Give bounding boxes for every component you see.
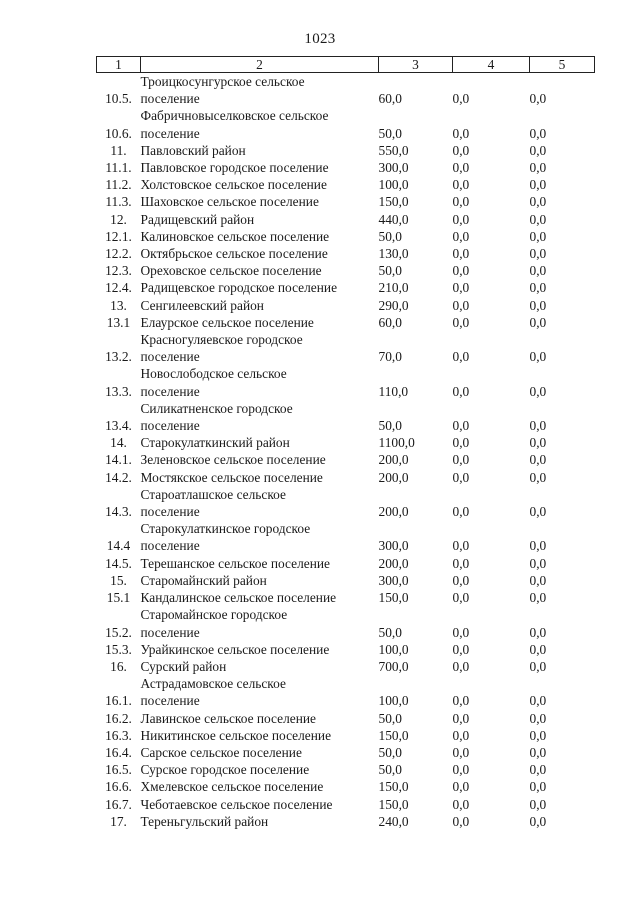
table-row: [97, 641, 595, 658]
value-column-3: 300,0: [378, 160, 409, 176]
table-row: [97, 486, 595, 520]
municipality-name-line: Холстовское сельское поселение: [140, 177, 327, 193]
table-row: [97, 469, 595, 486]
municipality-name-line: Сурское городское поселение: [140, 762, 310, 778]
value-column-3: 200,0: [378, 555, 409, 571]
municipality-name-line: Новослободское сельское: [140, 366, 287, 382]
value-column-3: 60,0: [378, 314, 402, 330]
table-row: [97, 314, 595, 331]
value-column-3: 150,0: [378, 779, 409, 795]
table-row: [97, 193, 595, 210]
municipality-name-line: Мостякское сельское поселение: [140, 469, 323, 485]
table-row: [97, 572, 595, 589]
municipality-name-line: Урайкинское сельское поселение: [140, 641, 330, 657]
value-column-3: 50,0: [378, 762, 402, 778]
municipality-name-line: Сенгилеевский район: [140, 297, 264, 313]
value-column-3: 150,0: [378, 590, 409, 606]
value-column-4: 0,0: [452, 796, 470, 812]
value-column-4: 0,0: [452, 693, 470, 709]
municipality-name: [141, 658, 379, 675]
value-column-3: 100,0: [378, 641, 409, 657]
value-column-4: 0,0: [452, 263, 470, 279]
municipality-name-line: Чеботаевское сельское поселение: [140, 796, 333, 812]
value-column-3: 100,0: [378, 693, 409, 709]
municipality-name-line: Старокулаткинское городское: [140, 521, 311, 537]
value-column-3: 110,0: [378, 383, 409, 399]
municipality-name-line: Тереньгульский район: [140, 813, 269, 829]
row-number: 16.7.: [105, 796, 132, 812]
municipality-name: [141, 228, 379, 245]
table-row: [97, 331, 595, 365]
table-row: [97, 727, 595, 744]
value-column-5: 0,0: [529, 452, 547, 468]
value-column-3: 550,0: [378, 142, 409, 158]
table-row: [97, 778, 595, 795]
municipality-name: [141, 365, 379, 399]
table-row: [97, 297, 595, 314]
value-column-5: 0,0: [529, 228, 547, 244]
table-row: [97, 796, 595, 813]
value-column-5: 0,0: [529, 504, 547, 520]
value-column-3: 1100,0: [378, 435, 415, 451]
header-row: [97, 57, 595, 73]
municipality-name: [141, 641, 379, 658]
value-column-5: 0,0: [529, 263, 547, 279]
row-number: 16.6.: [105, 779, 132, 795]
municipality-name: [141, 469, 379, 486]
value-column-5: 0,0: [529, 641, 547, 657]
value-column-4: 0,0: [452, 160, 470, 176]
value-column-3: 50,0: [378, 125, 402, 141]
municipality-name: [141, 520, 379, 554]
column-header-1: 1: [97, 57, 141, 73]
value-column-4: 0,0: [452, 228, 470, 244]
municipality-name: [141, 761, 379, 778]
municipality-name: [141, 262, 379, 279]
value-column-4: 0,0: [452, 297, 470, 313]
row-number: 15.2.: [105, 624, 132, 640]
value-column-5: 0,0: [529, 469, 547, 485]
row-number: 11.3.: [105, 194, 132, 210]
value-column-5: 0,0: [529, 383, 547, 399]
column-header-4: 4: [453, 57, 530, 73]
value-column-4: 0,0: [452, 211, 470, 227]
row-number: 10.5.: [105, 91, 132, 107]
value-column-3: 300,0: [378, 572, 409, 588]
value-column-4: 0,0: [452, 504, 470, 520]
row-number: 16.3.: [105, 727, 132, 743]
table-header: [97, 57, 595, 73]
value-column-4: 0,0: [452, 383, 470, 399]
municipality-name-line: поселение: [140, 538, 200, 554]
table-row: [97, 589, 595, 606]
row-number: 13.3.: [105, 383, 132, 399]
table-row: [97, 279, 595, 296]
municipality-name-line: поселение: [140, 418, 200, 434]
row-number: 14.4: [106, 538, 131, 554]
table-row: [97, 555, 595, 572]
value-column-5: 0,0: [529, 160, 547, 176]
value-column-5: 0,0: [529, 91, 547, 107]
value-column-4: 0,0: [452, 280, 470, 296]
value-column-4: 0,0: [452, 246, 470, 262]
municipality-name: [141, 245, 379, 262]
value-column-4: 0,0: [452, 91, 470, 107]
table-row: [97, 710, 595, 727]
municipality-name: [141, 279, 379, 296]
page-number: 1023: [304, 31, 336, 47]
value-column-5: 0,0: [529, 796, 547, 812]
row-number: 17.: [110, 813, 127, 829]
municipality-name: [141, 796, 379, 813]
row-number: 16.2.: [105, 710, 132, 726]
value-column-4: 0,0: [452, 452, 470, 468]
municipality-name-line: Шаховское сельское поселение: [140, 194, 319, 210]
municipality-name: [141, 451, 379, 468]
municipality-name-line: Старомайнский район: [140, 572, 267, 588]
column-header-2: 2: [141, 57, 379, 73]
municipality-name-line: Павловский район: [140, 142, 246, 158]
municipality-name: [141, 589, 379, 606]
municipality-name-line: Старомайнское городское: [140, 607, 288, 623]
municipality-name: [141, 73, 379, 108]
municipality-name-line: Павловское городское поселение: [140, 160, 329, 176]
row-number: 11.: [110, 142, 127, 158]
table-row: [97, 451, 595, 468]
table-row: [97, 107, 595, 141]
value-column-4: 0,0: [452, 142, 470, 158]
municipality-name-line: Фабричновыселковское сельское: [140, 108, 329, 124]
table-row: [97, 245, 595, 262]
row-number: 10.6.: [105, 125, 132, 141]
value-column-4: 0,0: [452, 727, 470, 743]
row-number: 12.: [110, 211, 127, 227]
municipality-name-line: Ореховское сельское поселение: [140, 263, 322, 279]
municipality-name-line: Калиновское сельское поселение: [140, 228, 330, 244]
row-number: 13.1: [106, 314, 131, 330]
value-column-5: 0,0: [529, 246, 547, 262]
municipality-name: [141, 193, 379, 210]
table-row: [97, 211, 595, 228]
municipality-name-line: Староатлашское сельское: [140, 486, 286, 502]
row-number: 13.4.: [105, 418, 132, 434]
value-column-4: 0,0: [452, 555, 470, 571]
row-number: 14.2.: [105, 469, 132, 485]
municipality-name: [141, 572, 379, 589]
row-number: 12.3.: [105, 263, 132, 279]
value-column-4: 0,0: [452, 779, 470, 795]
value-column-5: 0,0: [529, 314, 547, 330]
municipality-name-line: поселение: [140, 624, 200, 640]
municipality-name-line: Лавинское сельское поселение: [140, 710, 317, 726]
municipality-name-line: Сарское сельское поселение: [140, 744, 302, 760]
value-column-4: 0,0: [452, 349, 470, 365]
table-row: [97, 744, 595, 761]
row-number: 14.1.: [105, 452, 132, 468]
value-column-4: 0,0: [452, 194, 470, 210]
value-column-3: 50,0: [378, 418, 402, 434]
value-column-5: 0,0: [529, 349, 547, 365]
table-row: [97, 365, 595, 399]
municipality-name: [141, 159, 379, 176]
row-number: 16.1.: [105, 693, 132, 709]
municipality-name: [141, 314, 379, 331]
value-column-3: 70,0: [378, 349, 402, 365]
table-row: [97, 761, 595, 778]
table-row: [97, 142, 595, 159]
row-number: 16.5.: [105, 762, 132, 778]
municipality-name: [141, 176, 379, 193]
municipality-name: [141, 675, 379, 709]
value-column-4: 0,0: [452, 469, 470, 485]
municipality-name-line: поселение: [140, 693, 200, 709]
value-column-4: 0,0: [452, 710, 470, 726]
value-column-3: 50,0: [378, 710, 402, 726]
value-column-5: 0,0: [529, 744, 547, 760]
table-row: [97, 73, 595, 108]
municipality-name-line: Красногуляевское городское: [140, 332, 303, 348]
municipality-name-line: Зеленовское сельское поселение: [140, 452, 326, 468]
municipality-name: [141, 778, 379, 795]
table-body: [97, 73, 595, 830]
value-column-3: 50,0: [378, 744, 402, 760]
value-column-3: 200,0: [378, 504, 409, 520]
municipality-name: [141, 400, 379, 434]
value-column-4: 0,0: [452, 641, 470, 657]
value-column-3: 50,0: [378, 263, 402, 279]
value-column-5: 0,0: [529, 658, 547, 674]
municipality-name-line: Терешанское сельское поселение: [140, 555, 330, 571]
value-column-4: 0,0: [452, 314, 470, 330]
value-column-3: 700,0: [378, 658, 409, 674]
row-number: 13.: [110, 297, 127, 313]
municipality-name-line: Сурский район: [140, 658, 227, 674]
value-column-5: 0,0: [529, 813, 547, 829]
value-column-5: 0,0: [529, 624, 547, 640]
table-row: [97, 176, 595, 193]
value-column-3: 130,0: [378, 246, 409, 262]
value-column-4: 0,0: [452, 418, 470, 434]
municipality-name: [141, 211, 379, 228]
value-column-5: 0,0: [529, 727, 547, 743]
value-column-4: 0,0: [452, 590, 470, 606]
row-number: 12.2.: [105, 246, 132, 262]
municipality-name-line: Астрадамовское сельское: [140, 676, 286, 692]
row-number: 14.: [110, 435, 127, 451]
value-column-5: 0,0: [529, 142, 547, 158]
municipality-name: [141, 434, 379, 451]
value-column-4: 0,0: [452, 125, 470, 141]
value-column-5: 0,0: [529, 125, 547, 141]
municipality-name-line: Никитинское сельское поселение: [140, 727, 332, 743]
value-column-5: 0,0: [529, 762, 547, 778]
row-number: 13.2.: [105, 349, 132, 365]
row-number: 16.: [110, 658, 127, 674]
municipality-name-line: Силикатненское городское: [140, 400, 293, 416]
municipality-name: [141, 727, 379, 744]
value-column-3: 440,0: [378, 211, 409, 227]
municipality-name-line: Радищевское городское поселение: [140, 280, 338, 296]
column-header-5: 5: [530, 57, 595, 73]
municipality-name-line: Кандалинское сельское поселение: [140, 590, 337, 606]
municipality-name: [141, 297, 379, 314]
value-column-4: 0,0: [452, 435, 470, 451]
municipality-name-line: поселение: [140, 504, 200, 520]
value-column-5: 0,0: [529, 710, 547, 726]
table-row: [97, 159, 595, 176]
value-column-3: 150,0: [378, 727, 409, 743]
value-column-5: 0,0: [529, 693, 547, 709]
municipality-name-line: Октябрьское сельское поселение: [140, 246, 328, 262]
row-number: 15.1: [106, 590, 131, 606]
row-number: 15.3.: [105, 641, 132, 657]
value-column-5: 0,0: [529, 572, 547, 588]
municipality-name: [141, 331, 379, 365]
municipality-name-line: Старокулаткинский район: [140, 435, 290, 451]
value-column-3: 200,0: [378, 469, 409, 485]
municipality-name-line: поселение: [140, 125, 200, 141]
value-column-5: 0,0: [529, 177, 547, 193]
municipality-name: [141, 744, 379, 761]
value-column-4: 0,0: [452, 658, 470, 674]
table-row: [97, 675, 595, 709]
value-column-3: 150,0: [378, 194, 409, 210]
value-column-4: 0,0: [452, 762, 470, 778]
value-column-3: 50,0: [378, 624, 402, 640]
municipality-name-line: Троицкосунгурское сельское: [140, 74, 305, 89]
municipality-name-line: поселение: [140, 383, 200, 399]
table-row: [97, 520, 595, 554]
value-column-5: 0,0: [529, 418, 547, 434]
column-header-3: 3: [379, 57, 453, 73]
municipality-name-line: Елаурское сельское поселение: [140, 314, 314, 330]
table-row: [97, 813, 595, 830]
value-column-4: 0,0: [452, 744, 470, 760]
value-column-5: 0,0: [529, 590, 547, 606]
row-number: 12.4.: [105, 280, 132, 296]
value-column-3: 290,0: [378, 297, 409, 313]
value-column-3: 60,0: [378, 91, 402, 107]
municipality-name: [141, 555, 379, 572]
table-row: [97, 658, 595, 675]
value-column-5: 0,0: [529, 297, 547, 313]
municipality-name: [141, 142, 379, 159]
municipality-name-line: поселение: [140, 91, 200, 107]
municipality-name: [141, 606, 379, 640]
value-column-4: 0,0: [452, 624, 470, 640]
value-column-3: 210,0: [378, 280, 409, 296]
municipality-name-line: Радищевский район: [140, 211, 255, 227]
value-column-3: 50,0: [378, 228, 402, 244]
value-column-4: 0,0: [452, 538, 470, 554]
row-number: 15.: [110, 572, 127, 588]
value-column-5: 0,0: [529, 435, 547, 451]
value-column-5: 0,0: [529, 194, 547, 210]
value-column-4: 0,0: [452, 813, 470, 829]
row-number: 14.3.: [105, 504, 132, 520]
table-row: [97, 400, 595, 434]
value-column-5: 0,0: [529, 538, 547, 554]
value-column-5: 0,0: [529, 555, 547, 571]
value-column-5: 0,0: [529, 211, 547, 227]
table-row: [97, 262, 595, 279]
allocation-table: [96, 56, 595, 830]
row-number: 16.4.: [105, 744, 132, 760]
value-column-4: 0,0: [452, 177, 470, 193]
row-number: 11.1.: [105, 160, 132, 176]
table-row: [97, 434, 595, 451]
value-column-4: 0,0: [452, 572, 470, 588]
value-column-3: 100,0: [378, 177, 409, 193]
value-column-3: 300,0: [378, 538, 409, 554]
value-column-5: 0,0: [529, 280, 547, 296]
municipality-name: [141, 710, 379, 727]
row-number: 12.1.: [105, 228, 132, 244]
municipality-name: [141, 813, 379, 830]
table-row: [97, 228, 595, 245]
value-column-3: 200,0: [378, 452, 409, 468]
value-column-3: 240,0: [378, 813, 409, 829]
municipality-name-line: поселение: [140, 349, 200, 365]
value-column-3: 150,0: [378, 796, 409, 812]
row-number: 14.5.: [105, 555, 132, 571]
municipality-name: [141, 486, 379, 520]
row-number: 11.2.: [105, 177, 132, 193]
table-row: [97, 606, 595, 640]
municipality-name: [141, 107, 379, 141]
value-column-5: 0,0: [529, 779, 547, 795]
municipality-name-line: Хмелевское сельское поселение: [140, 779, 324, 795]
